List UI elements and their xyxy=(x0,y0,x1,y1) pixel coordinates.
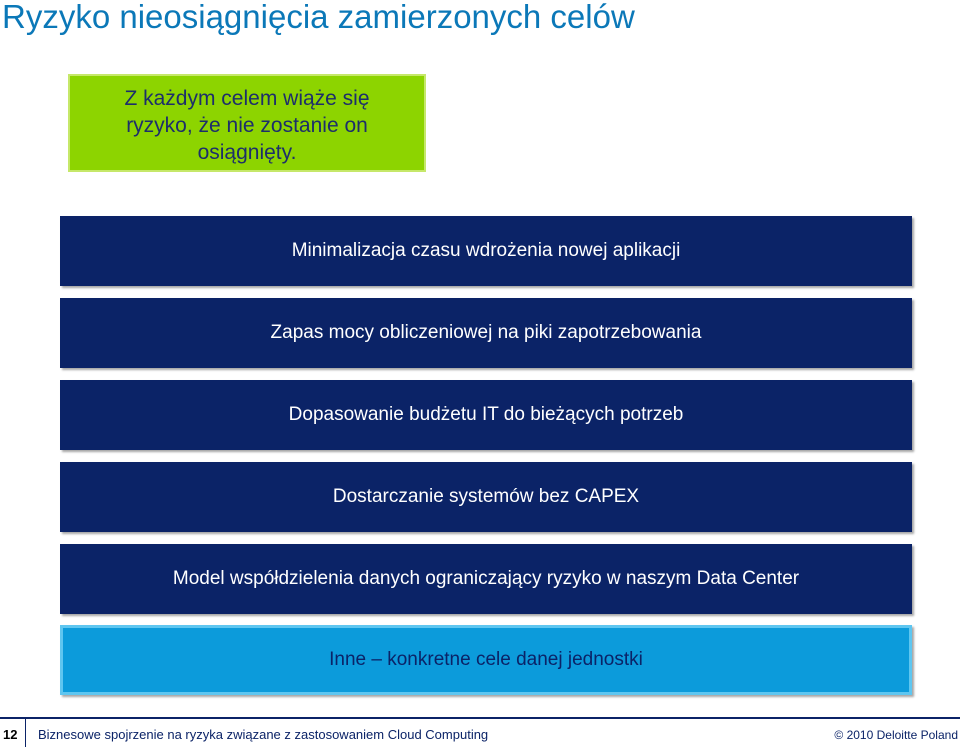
footer-page-divider xyxy=(25,719,26,747)
goal-bar-2 xyxy=(60,298,912,368)
risk-callout-box xyxy=(68,74,426,172)
goal-bar-4-label: Dostarczanie systemów bez CAPEX xyxy=(332,486,640,507)
goal-bar-2-label: Zapas mocy obliczeniowej na piki zapotrzebowania xyxy=(270,322,702,343)
callout-line-3: osiągnięty. xyxy=(197,141,297,164)
goal-bar-5-label: Model współdzielenia danych ograniczający ryzyko w naszym Data Center xyxy=(172,568,800,589)
callout-line-2: ryzyko, że nie zostanie on xyxy=(126,114,368,137)
footer-copyright: © 2010 Deloitte Poland xyxy=(834,728,958,742)
callout-line-1: Z każdym celem wiąże się xyxy=(124,87,370,110)
goal-bar-4 xyxy=(60,462,912,532)
footer-divider xyxy=(0,717,960,719)
goal-bar-3-label: Dopasowanie budżetu IT do bieżących potrzeb xyxy=(288,404,684,425)
page-number: 12 xyxy=(3,727,18,742)
goal-bar-6-label: Inne – konkretne cele danej jednostki xyxy=(329,649,643,670)
goal-bar-5 xyxy=(60,544,912,614)
goal-bar-3 xyxy=(60,380,912,450)
footer-title: Biznesowe spojrzenie na ryzyka związane z zastosowaniem Cloud Computing xyxy=(38,727,489,742)
goal-bar-1 xyxy=(60,216,912,286)
goal-bar-6 xyxy=(60,625,912,695)
goal-bar-1-label: Minimalizacja czasu wdrożenia nowej aplikacji xyxy=(291,240,681,261)
slide-title: Ryzyko nieosiągnięcia zamierzonych celów xyxy=(2,0,635,35)
